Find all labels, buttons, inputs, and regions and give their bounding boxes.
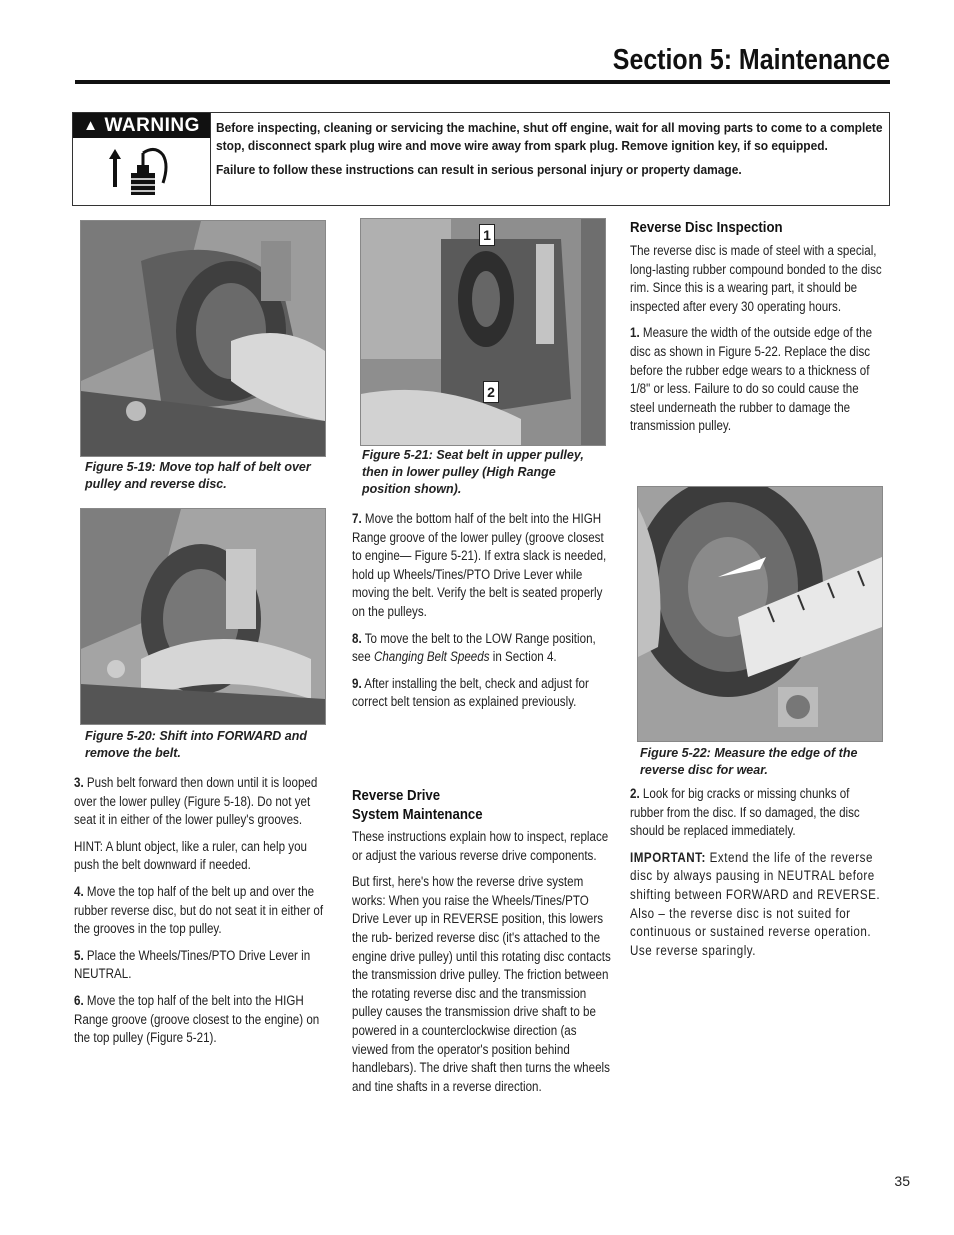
callout-2: 2 — [483, 381, 499, 403]
figure-5-20-caption: Figure 5-20: Shift into FORWARD and remove the belt. — [85, 729, 307, 760]
reverse-disc-intro: The reverse disc is made of steel with a special, long-lasting rubber compound bonded to the disc rim. Since this is a wearing part, it should be inspected after every 30 operating hours. — [630, 243, 882, 314]
column-1-text — [74, 774, 328, 1056]
disc-step-2-text: Look for big cracks or missing chunks of rubber from the disc. If so damaged, the disc should be replaced immediately. — [630, 786, 860, 839]
reverse-drive-heading — [352, 786, 483, 824]
step-9 — [352, 675, 614, 712]
reverse-drive-heading-line1: Reverse Drive — [352, 787, 441, 804]
disc-step-1-text: Measure the width of the outside edge of the disc as shown in Figure 5-22. Replace the disc before the rubber edge wears to a thickness of 1/8" or less. Failure to do so could cause the steel underneath the rubber to damage the transmission pulley. — [630, 325, 873, 434]
step-3 — [74, 774, 328, 830]
step-9-number: 9. — [352, 675, 362, 691]
callout-1: 1 — [479, 224, 495, 246]
reverse-drive-works: But first, here's how the reverse drive system works: When you raise the Wheels/Tines/PTO Drive Lever up in REVERSE position, this lowers the rub- berized reverse disc (it's attached to the engine drive pulley) until this rotating disc contacts the transmission drive pulley. The friction between the rotating reverse disc and the transmission pulley causes the transmission drive shaft to be powered in a counterclockwise direction (as viewed from the operator's position behind handlebars). The drive shaft then turns the wheels and tine shafts in a reverse direction. — [352, 874, 611, 1094]
column-3-text-lower — [630, 785, 885, 968]
column-3-text — [630, 242, 885, 444]
step-9-text: After installing the belt, check and adjust for correct belt tension as explained previously. — [352, 675, 589, 710]
warning-divider — [210, 113, 211, 205]
disc-step-2 — [630, 785, 885, 841]
step-3-number: 3. — [74, 775, 84, 790]
step-7-number: 7. — [352, 511, 362, 526]
page-title: Section 5: Maintenance — [612, 44, 890, 76]
important-text: Extend the life of the reverse disc by always pausing in NEUTRAL before shifting between FORWARD and REVERSE. Also – the reverse disc is not suited for continuous or sustained reverse operation. Use reverse sparingly. — [630, 849, 881, 958]
warning-consequence: Failure to follow these instructions can result in serious personal injury or property damage. — [216, 162, 742, 177]
disc-step-2-number: 2. — [630, 786, 640, 801]
step-4-text: Move the top half of the belt up and over the rubber reverse disc, but do not seat it in either of the grooves in the top pulley. — [74, 883, 324, 937]
step-8-text-end: in Section 4. — [492, 649, 557, 665]
step-6-number: 6. — [74, 992, 84, 1008]
changing-belt-speeds-reference: Changing Belt Speeds — [373, 649, 490, 665]
figure-5-22-photo — [637, 486, 883, 742]
warning-triangle-icon: ▲ — [83, 117, 99, 134]
reverse-drive-intro: These instructions explain how to inspect, replace or adjust the various reverse drive components. — [352, 829, 609, 863]
step-6-text: Move the top half of the belt into the HIGH Range groove (groove closest to the engine) on the top pulley (Figure 5-21). — [74, 992, 320, 1046]
step-7-text: Move the bottom half of the belt into the HIGH Range groove of the lower pulley (groove closest to engine— Figure 5-21). If extra slack is needed, hold up Wheels/Tines/PTO Drive Lever while moving the belt. Verify the belt is seated properly on the pulleys. — [352, 511, 607, 619]
header-rule — [75, 80, 890, 84]
reverse-disc-inspection-heading: Reverse Disc Inspection — [630, 219, 783, 236]
column-2-text — [352, 510, 614, 720]
figure-5-19-photo — [80, 220, 326, 457]
step-5-number: 5. — [74, 947, 84, 963]
step-4 — [74, 883, 328, 939]
step-5-text: Place the Wheels/Tines/PTO Drive Lever in NEUTRAL. — [74, 947, 311, 982]
hint-text: HINT: A blunt object, like a ruler, can help you push the belt downward if needed. — [74, 838, 307, 873]
step-4-number: 4. — [74, 883, 84, 899]
warning-text — [216, 119, 886, 179]
figure-5-21-photo — [360, 218, 606, 446]
warning-instructions: Before inspecting, cleaning or servicing the machine, shut off engine, wait for all moving parts to come to a complete stop, disconnect spark plug wire and move wire away from spark plug. Remove ignition key, if so equipped. — [216, 120, 883, 153]
important-note — [630, 849, 885, 961]
step-8 — [352, 630, 614, 667]
page-number: 35 — [894, 1173, 910, 1189]
figure-5-20-photo — [80, 508, 326, 725]
step-3-text: Push belt forward then down until it is looped over the lower pulley (Figure 5-18). Do not yet seat it in either of the lower pulley's grooves. — [74, 775, 318, 828]
step-8-text: To move the belt to the LOW Range position, see — [352, 630, 596, 665]
important-label: IMPORTANT: — [630, 849, 706, 865]
warning-label — [73, 113, 210, 138]
step-5 — [74, 947, 328, 984]
figure-5-21-caption: Figure 5-21: Seat belt in upper pulley, then in lower pulley (High Range position shown). — [362, 448, 584, 496]
figure-5-19-caption: Figure 5-19: Move top half of belt over pulley and reverse disc. — [85, 460, 311, 491]
step-6 — [74, 992, 328, 1048]
reverse-drive-heading-line2: System Maintenance — [352, 806, 483, 823]
disconnect-spark-plug-icon — [103, 143, 183, 199]
warning-label-text: WARNING — [104, 114, 200, 136]
figure-5-22-caption: Figure 5-22: Measure the edge of the reverse disc for wear. — [640, 746, 858, 777]
column-2-text-lower — [352, 828, 614, 1104]
disc-step-1-number: 1. — [630, 325, 640, 341]
step-7 — [352, 510, 614, 622]
disc-step-1 — [630, 324, 885, 436]
step-8-number: 8. — [352, 630, 362, 646]
warning-box — [72, 112, 890, 206]
